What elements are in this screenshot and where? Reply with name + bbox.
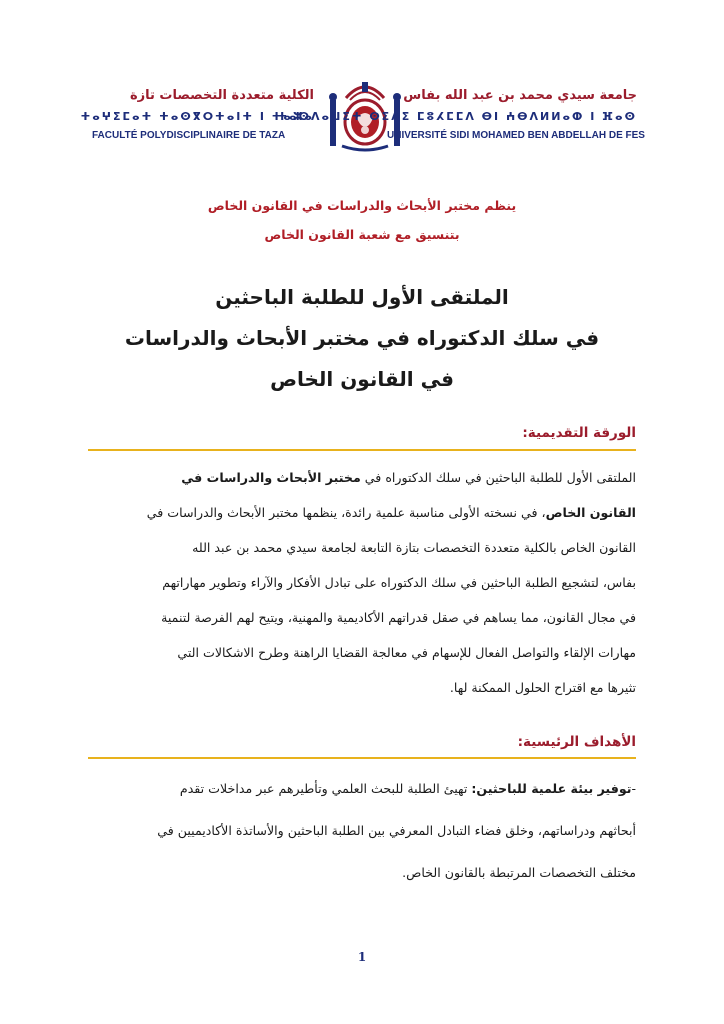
section-heading-presentation [88,425,636,441]
event-title-line-2: في سلك الدكتوراه في مختبر الأبحاث والدراسات [124,326,600,350]
text-line [88,820,636,862]
text-line [88,467,636,502]
text-run: تثيرها مع اقتراح الحلول الممكنة لها. [449,680,636,695]
text-run: أبحاثهم ودراساتهم، وخلق فضاء التبادل المعرفي بين الطلبة الباحثين والأساتذة الأكاديميين في [157,823,636,838]
letterhead [80,78,645,158]
faculty-name-arabic: الكلية متعددة التخصصات تازة [129,88,314,103]
coordination-line: بتنسيق مع شعبة القانون الخاص [264,227,460,242]
page-number: 1 [357,950,367,964]
university-block [277,88,645,143]
text-line [88,607,636,642]
text-line [88,862,636,904]
event-title-line-3: في القانون الخاص [270,367,454,391]
section-divider [88,757,636,759]
bold-text: القانون الخاص [545,505,636,520]
university-name-arabic: جامعة سيدي محمد بن عبد الله بفاس [403,88,637,103]
section-divider [88,449,636,451]
text-line [88,677,636,712]
presentation-paragraph [88,467,636,712]
section-heading-objectives [88,734,636,750]
text-line [88,572,636,607]
text-run: مختلف التخصصات المرتبطة بالقانون الخاص. [402,865,636,880]
text-line [88,537,636,572]
text-line [88,502,636,537]
section-title: الورقة التقديمية: [522,425,636,441]
text-run: بفاس، لتشجيع الطلبة الباحثين في سلك الدكتوراه على تبادل الأفكار والآراء وتطوير مهاراتهم [162,575,636,590]
objectives-paragraph [88,778,636,904]
text-run: الملتقى الأول للطلبة الباحثين في سلك الدكتوراه في [360,470,636,485]
section-title: الأهداف الرئيسية: [517,734,636,750]
text-run: في مجال القانون، مما يساهم في صقل قدراتهم الأكاديمية والمهنية، ويتيح لهم الفرصة لتنمية [161,610,636,625]
event-title-line-1: الملتقى الأول للطلبة الباحثين [215,285,509,309]
university-name-french: UNIVERSITÉ SIDI MOHAMED BEN ABDELLAH DE FES [387,130,645,141]
faculty-name-tifinagh: ⵜⴰⵖⵉⵎⴰⵜ ⵜⴰⵙⴳⵔⵜⴰⵏⵜ ⵏ ⵜⴰⵣⴰ [80,110,314,123]
text-line [88,642,636,677]
university-name-tifinagh: ⵜⴰⵙⴷⴰⵡⵉⵜ ⵙⵉⴷⵉ ⵎⵓⵃⵎⵎⴷ ⴱⵏ ⵄⴱⴷⵍⵍⴰⵀ ⵏ ⴼⴰⵙ [277,110,637,123]
faculty-name-french: FACULTÉ POLYDISCIPLINAIRE DE TAZA [92,130,286,141]
text-run: - [631,781,636,796]
text-run: القانون الخاص بالكلية متعددة التخصصات بتازة التابعة لجامعة سيدي محمد بن عبد الله [192,540,636,555]
bold-text: مختبر الأبحاث والدراسات في [181,470,361,485]
text-line [88,778,636,820]
text-run: ، في نسخته الأولى مناسبة علمية رائدة، ينظمها مختبر الأبحاث والدراسات في [146,505,546,520]
text-run: مهارات الإلقاء والتواصل الفعال للإسهام في معالجة القضايا الراهنة وطرح الاشكالات التي [177,645,636,660]
text-run: تهيئ الطلبة للبحث العلمي وتأطيرهم عبر مداخلات تقدم [179,781,472,796]
bold-text: توفير بيئة علمية للباحثين: [471,781,632,796]
organizer-line: ينظم مختبر الأبحاث والدراسات في القانون الخاص [207,198,517,213]
